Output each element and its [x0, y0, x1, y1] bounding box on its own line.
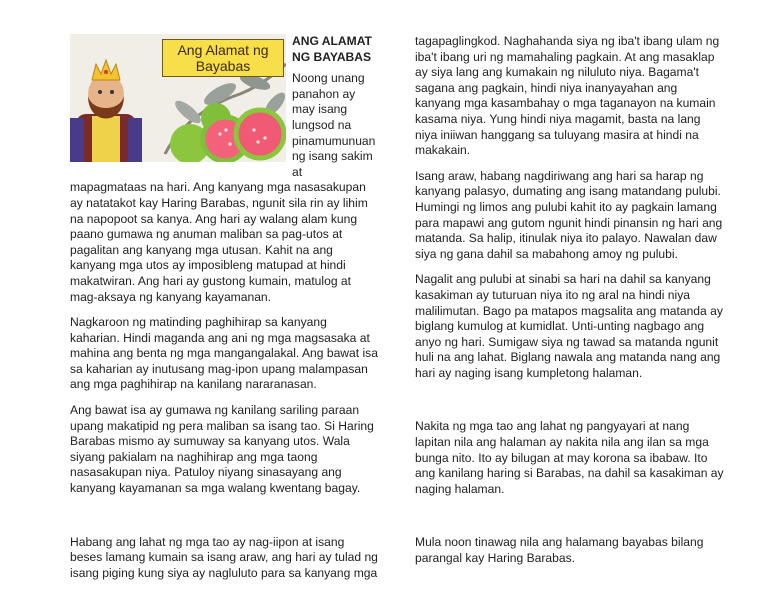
banner-line-2: Bayabas: [195, 58, 251, 74]
paragraph: tagapaglingkod. Naghahanda siya ng iba't ibang ulam ng iba't ibang uri ng mamahaling pagkain. At ang masaklap ay siya lang ang kumakain ng niluluto niya. Bagama't sagana ang pagkain, hindi niya inanyayahan ang kanyang mga kasambahay o mga taganayon na kumain kasama niya. Yung hindi niya magamit, basta na lang niya iniiwan hanggang sa tuluyang masira at hindi na makakain.: [415, 34, 720, 158]
title-line-1: ANG ALAMAT: [292, 34, 372, 48]
illustration-banner: [162, 39, 284, 77]
paragraph: Nagalit ang pulubi at sinabi sa hari na dahil sa kanyang kasakiman ay tuturuan niya ito ng aral na hindi niya malilimutan. Bago pa matapos magsalita ang matanda ay biglang kumulog at kumidlat. Unti-unting nagbago ang anyo ng hari. Sumigaw siya ng tawad sa matanda ngunit huli na ang lahat. Biglang nawala ang matanda nang ang hari ay naging isang kumpletong halaman.: [415, 272, 723, 380]
story-illustration: [70, 34, 286, 162]
banner-line-1: Ang Alamat ng: [177, 42, 269, 58]
right-column: [415, 34, 725, 577]
paragraph: Ang bawat isa ay gumawa ng kanilang sariling paraan upang makatipid ng pera maliban sa isang tao. Si Haring Barabas mismo ay sumuway sa kanyang utos. Wala siyang pakialam na naghihirap ang mga taong nasasakupan niya. Patuloy niyang sinasayang ang kanyang kayamanan sa mga walang kwentang bagay.: [70, 403, 374, 496]
paragraph: Nagkaroon ng matinding paghihirap sa kanyang kaharian. Hindi maganda ang ani ng mga magsasaka at mahina ang benta ng mga mangangalakal. Ang bawat isa sa kaharian ay inutusang mag-ipon upang malampasan ang mga paghihirap na kanilang nararanasan.: [70, 315, 378, 392]
paragraph: Habang ang lahat ng mga tao ay nag-iipon at isang beses lamang kumain sa isang araw, ang hari ay tulad ng isang piging kung siya ay nagluluto para sa kanyang mga: [70, 534, 378, 580]
title-line-2: NG BAYABAS: [292, 49, 372, 64]
paragraph: Isang araw, habang nagdiriwang ang hari sa harap ng kanyang palasyo, dumating ang isang matandang pulubi. Humingi ng limos ang pulubi kahit ito ay pagkain lamang para mapawi ang gutom ngunit hindi pinansin ng hari ang matanda. Sa halip, itinulak niya ito palayo. Nawalan daw siya ng gana dahil sa mabahong amoy ng pulubi.: [415, 168, 723, 261]
paragraph: Noong unang panahon ay may isang lungsod na pinamumunuan ng isang sakim at mapagmataas na hari. Ang kanyang mga nasasakupan ay natatakot kay Haring Barabas, ngunit sila rin ay lihim na napopoot sa kanya. Ang hari ay walang alam kung paano gumawa ng anuman maliban sa pag-utos at pagalitan ang kanyang mga utusan. Kahit na ang kanyang mga utos ay imposibleng matupad at hindi makatwiran. Ang hari ay gustong kumain, matulog at mag-aksaya ng kanyang kayamanan.: [70, 71, 376, 304]
left-column: [70, 34, 378, 591]
paragraph: Mula noon tinawag nila ang halamang bayabas bilang parangal kay Haring Barabas.: [415, 535, 704, 566]
paragraph: Nakita ng mga tao ang lahat ng pangyayari at nang lapitan nila ang halaman ay nakita nila ang ilan sa mga bunga nito. Ito ay bilugan at may korona sa ibabaw. Ito ang kanilang haring si Barabas, na dahil sa kasakiman ay naging halaman.: [415, 419, 724, 496]
